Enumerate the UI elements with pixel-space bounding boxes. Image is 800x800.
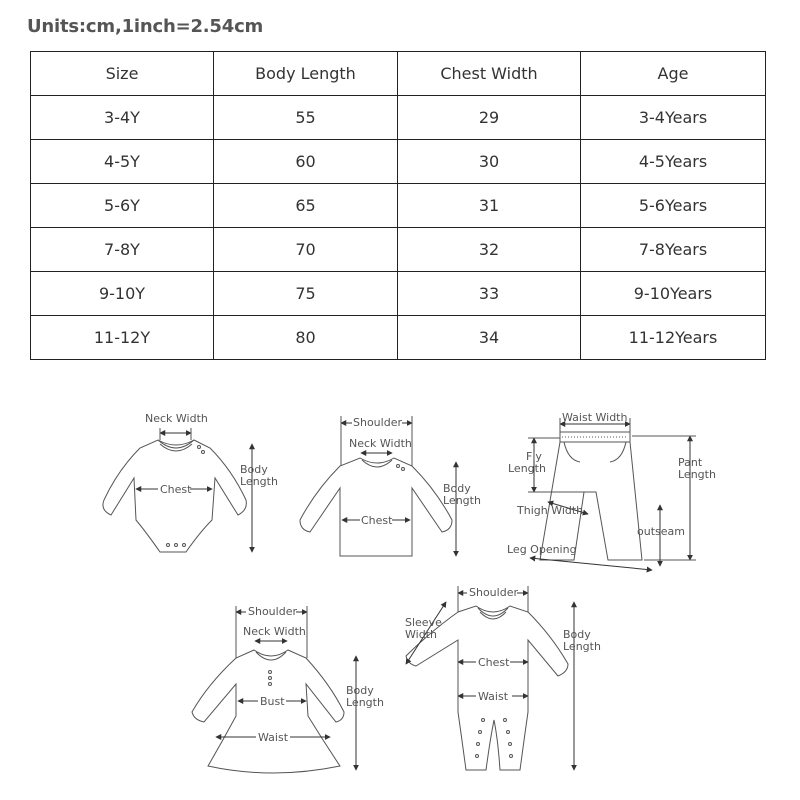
label-waist: Waist xyxy=(258,731,289,744)
bodysuit-diagram xyxy=(103,412,278,552)
label-chest: Chest xyxy=(478,656,510,669)
header-chest-width: Chest Width xyxy=(398,52,581,96)
label-chest: Chest xyxy=(361,514,393,527)
label-neck-width: Neck Width xyxy=(349,437,412,450)
label-chest: Chest xyxy=(160,483,192,496)
label-sleeve-width-line2: Width xyxy=(405,628,437,641)
label-body-length-line2: Length xyxy=(240,475,278,488)
label-thigh-width: Thigh Width xyxy=(517,504,584,517)
cell-chest-width: 34 xyxy=(398,316,581,360)
cell-chest-width: 30 xyxy=(398,140,581,184)
label-sleeve-width-line1: Sleeve xyxy=(405,616,442,629)
cell-age: 7-8Years xyxy=(581,228,766,272)
romper-diagram xyxy=(405,586,601,770)
label-body-length-line2: Length xyxy=(563,640,601,653)
label-fly-length-line1: Fly xyxy=(526,450,542,463)
header-size: Size xyxy=(31,52,214,96)
label-shoulder: Shoulder xyxy=(248,605,297,618)
cell-size: 5-6Y xyxy=(31,184,214,228)
table-row xyxy=(31,184,766,228)
label-body-length-line1: Body xyxy=(563,628,591,641)
cell-age: 9-10Years xyxy=(581,272,766,316)
label-pant-length-line1: Pant xyxy=(678,456,703,469)
cell-chest-width: 33 xyxy=(398,272,581,316)
table-row xyxy=(31,316,766,360)
header-body-length: Body Length xyxy=(214,52,398,96)
dress-diagram xyxy=(192,605,384,773)
cell-size: 11-12Y xyxy=(31,316,214,360)
label-body-length-line2: Length xyxy=(443,494,481,507)
label-neck-width: Neck Width xyxy=(145,412,208,425)
label-neck-width: Neck Width xyxy=(243,625,306,638)
size-chart-table xyxy=(30,51,766,360)
cell-age: 4-5Years xyxy=(581,140,766,184)
cell-chest-width: 29 xyxy=(398,96,581,140)
cell-body-length: 65 xyxy=(214,184,398,228)
label-waist-width: Waist Width xyxy=(562,411,628,424)
label-body-length-line1: Body xyxy=(346,684,374,697)
table-row xyxy=(31,140,766,184)
shirt-diagram xyxy=(300,416,481,556)
table-row xyxy=(31,228,766,272)
cell-age: 3-4Years xyxy=(581,96,766,140)
label-leg-opening: Leg Opening xyxy=(507,543,577,556)
units-note: Units:cm,1inch=2.54cm xyxy=(27,16,264,37)
label-waist: Waist xyxy=(478,690,509,703)
cell-size: 7-8Y xyxy=(31,228,214,272)
cell-body-length: 75 xyxy=(214,272,398,316)
label-outseam: outseam xyxy=(637,525,685,538)
table-row xyxy=(31,96,766,140)
label-body-length-line2: Length xyxy=(346,696,384,709)
label-body-length-line1: Body xyxy=(443,482,471,495)
cell-chest-width: 32 xyxy=(398,228,581,272)
cell-size: 9-10Y xyxy=(31,272,214,316)
pants-diagram xyxy=(507,411,716,570)
label-fly-length-line2: Length xyxy=(508,462,546,475)
label-shoulder: Shoulder xyxy=(469,586,518,599)
measurement-diagrams xyxy=(0,400,800,800)
table-header-row xyxy=(31,52,766,96)
label-pant-length-line2: Length xyxy=(678,468,716,481)
label-body-length-line1: Body xyxy=(240,463,268,476)
table-row xyxy=(31,272,766,316)
cell-body-length: 55 xyxy=(214,96,398,140)
cell-age: 11-12Years xyxy=(581,316,766,360)
cell-size: 4-5Y xyxy=(31,140,214,184)
cell-body-length: 60 xyxy=(214,140,398,184)
label-bust: Bust xyxy=(260,695,285,708)
cell-chest-width: 31 xyxy=(398,184,581,228)
label-shoulder: Shoulder xyxy=(353,416,402,429)
header-age: Age xyxy=(581,52,766,96)
cell-body-length: 70 xyxy=(214,228,398,272)
cell-age: 5-6Years xyxy=(581,184,766,228)
cell-body-length: 80 xyxy=(214,316,398,360)
cell-size: 3-4Y xyxy=(31,96,214,140)
